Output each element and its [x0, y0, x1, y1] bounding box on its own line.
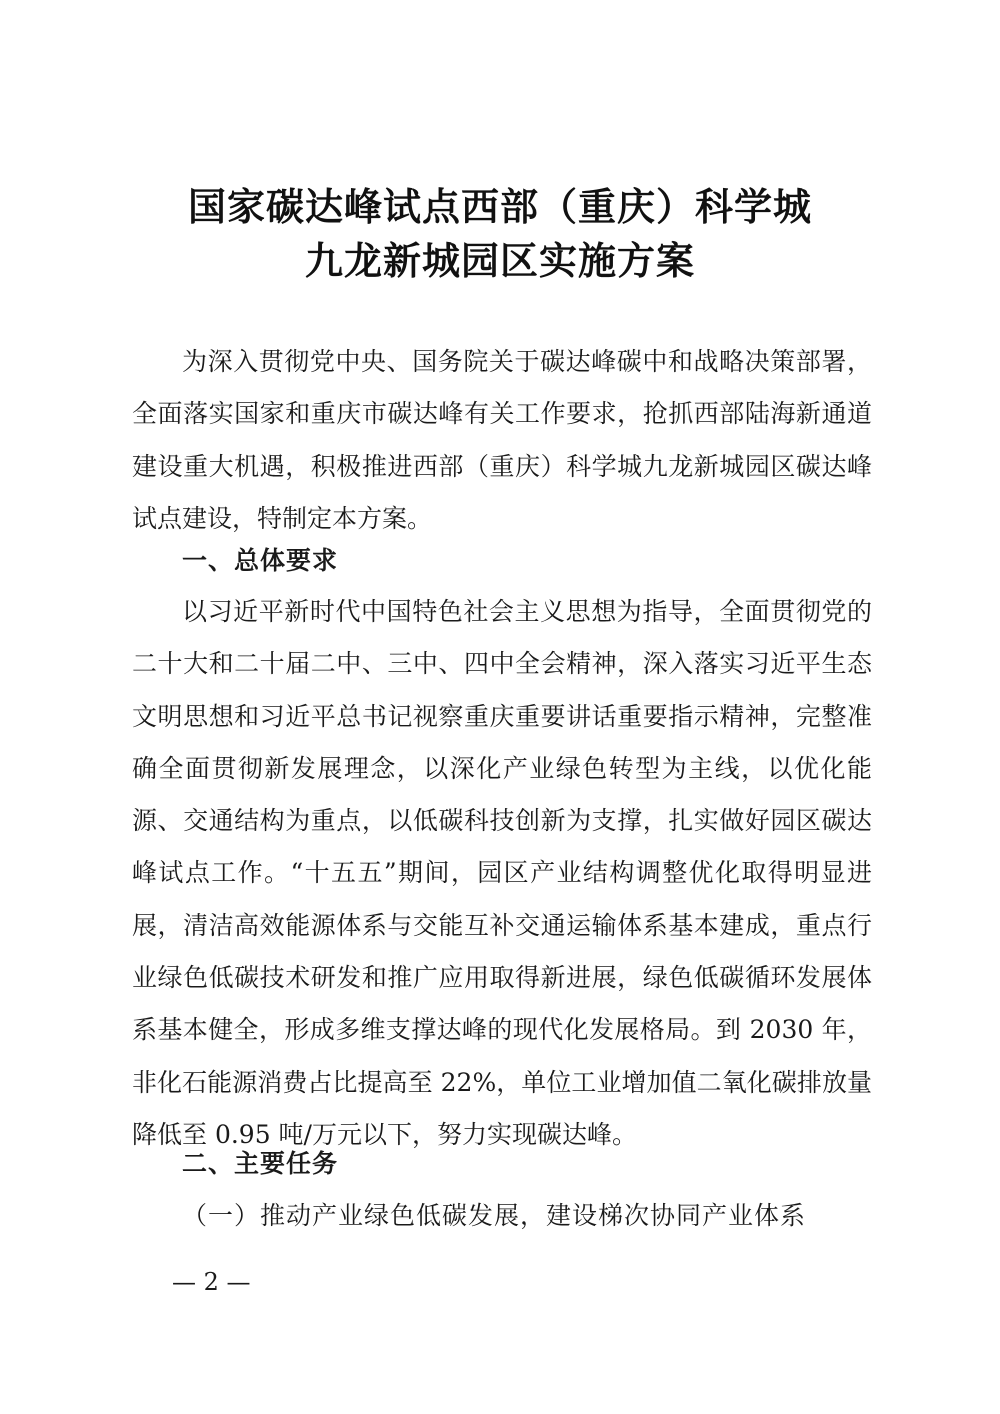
section-1-heading: 一、总体要求 [182, 546, 339, 575]
document-title-line-2: 九龙新城园区实施方案 [304, 239, 695, 283]
intro-paragraph: 为深入贯彻党中央、国务院关于碳达峰碳中和战略决策部署，全面落实国家和重庆市碳达峰有关工作要求，抢抓西部陆海新通道建设重大机遇，积极推进西部（重庆）科学城九龙新城园区碳达峰试点建设，特制定本方案。 [132, 347, 872, 533]
section-2-heading: 二、主要任务 [182, 1149, 339, 1178]
section-2-subheading: （一）推动产业绿色低碳发展，建设梯次协同产业体系 [182, 1201, 807, 1230]
page-number: — 2 — [172, 1268, 251, 1296]
section-1-paragraph: 以习近平新时代中国特色社会主义思想为指导，全面贯彻党的二十大和二十届二中、三中、四中全会精神，深入落实习近平生态文明思想和习近平总书记视察重庆重要讲话重要指示精神，完整准确全面贯彻新发展理念，以深化产业绿色转型为主线，以优化能源、交通结构为重点，以低碳科技创新为支撑，扎实做好园区碳达峰试点工作。“十五五”期间，园区产业结构调整优化取得明显进展，清洁高效能源体系与交能互补交通运输体系基本建成，重点行业绿色低碳技术研发和推广应用取得新进展，绿色低碳循环发展体系基本健全，形成多维支撑达峰的现代化发展格局。到 2030 年，非化石能源消费占比提高至 22%，单位工业增加值二氧化碳排放量降低至 0.95 吨/万元以下，努力实现碳达峰。 [132, 597, 872, 1149]
document-title-line-1: 国家碳达峰试点西部（重庆）科学城 [187, 185, 812, 229]
